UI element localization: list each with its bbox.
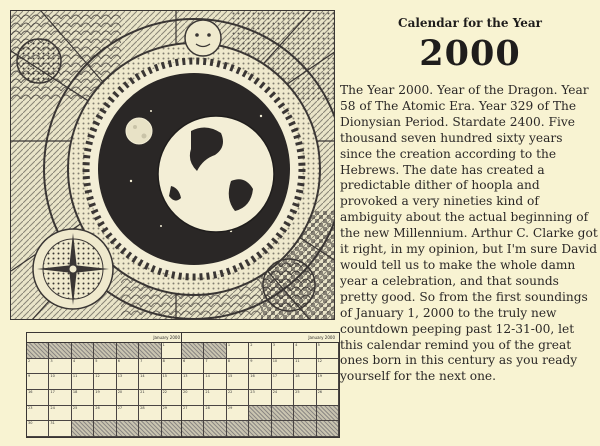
calendar-day-number: 20 xyxy=(117,390,123,394)
calendar-day-number: 20 xyxy=(183,390,188,394)
calendar-day-cell xyxy=(317,343,339,359)
calendar-day-cell xyxy=(249,343,271,359)
calendar-day-cell xyxy=(72,390,94,406)
calendar-day-number: 3 xyxy=(272,343,275,347)
spiral-flower-icon xyxy=(263,259,315,311)
calendar-day-number: 29 xyxy=(227,405,233,410)
calendar-day-number: 12 xyxy=(317,358,323,363)
calendar-day-number: 23 xyxy=(250,390,255,394)
calendar-day-number: 21 xyxy=(140,390,145,394)
calendar-day-number: 28 xyxy=(140,405,145,410)
calendar-day-cell xyxy=(182,421,204,437)
calendar-day-cell xyxy=(204,421,226,437)
calendar-day-number: 18 xyxy=(295,374,300,379)
calendar-day-cell xyxy=(249,359,271,375)
calendar-day-cell xyxy=(294,374,316,390)
sun-face-icon xyxy=(185,20,221,56)
calendar-day-number: 19 xyxy=(95,390,100,394)
calendar-day-cell xyxy=(182,343,204,359)
calendar-day-cell xyxy=(249,374,271,390)
calendar-day-cell xyxy=(317,421,339,437)
calendar-day-cell xyxy=(27,359,49,375)
calendar-day-number: 22 xyxy=(162,390,168,394)
calendar-day-cell xyxy=(139,406,161,422)
calendar-day-cell xyxy=(49,374,71,390)
calendar-month-right xyxy=(181,332,340,438)
calendar-day-cell xyxy=(204,406,226,422)
calendar-day-number: 14 xyxy=(205,374,210,379)
calendar-day-number: 21 xyxy=(205,390,210,394)
calendar-day-number: 18 xyxy=(72,390,78,394)
calendar-day-cell xyxy=(117,359,139,375)
calendar-day-cell xyxy=(227,406,249,422)
calendar-day-cell xyxy=(272,359,294,375)
calendar-day-cell xyxy=(294,359,316,375)
illustration-panel xyxy=(10,10,335,320)
calendar-day-number: 17 xyxy=(272,374,278,379)
calendar-day-number: 14 xyxy=(140,374,145,379)
calendar-day-cell xyxy=(249,406,271,422)
calendar-day-number: 25 xyxy=(72,405,78,410)
calendar-day-cell xyxy=(139,421,161,437)
calendar-header xyxy=(27,333,184,343)
calendar-day-number: 15 xyxy=(227,374,233,379)
calendar-day-number: 25 xyxy=(295,390,300,394)
calendar-day-cell xyxy=(139,390,161,406)
calendar-day-number: 2 xyxy=(28,358,31,363)
calendar-day-number: 26 xyxy=(317,390,323,394)
calendar-day-cell xyxy=(94,421,116,437)
calendar-day-number: 16 xyxy=(28,390,33,394)
calendar-day-cell xyxy=(117,406,139,422)
calendar-month-left xyxy=(26,332,188,438)
calendar-day-cell xyxy=(27,421,49,437)
calendar-day-cell xyxy=(204,359,226,375)
calendar-day-number: 22 xyxy=(227,390,233,394)
calendar-day-number: 6 xyxy=(117,358,120,363)
calendar-day-cell xyxy=(72,421,94,437)
calendar-day-number: 30 xyxy=(28,421,33,426)
calendar-day-cell xyxy=(204,390,226,406)
calendar-day-cell xyxy=(72,343,94,359)
calendar-day-number: 27 xyxy=(117,405,123,410)
calendar-day-number: 4 xyxy=(295,343,298,347)
calendar-grid xyxy=(27,343,184,437)
calendar-day-number: 1 xyxy=(162,343,165,347)
calendar-day-number: 7 xyxy=(205,358,208,363)
calendar-day-number: 8 xyxy=(162,358,165,363)
calendar-day-number: 3 xyxy=(50,358,53,363)
calendar-day-number: 19 xyxy=(317,374,323,379)
calendar-day-cell xyxy=(94,390,116,406)
calendar-day-number: 10 xyxy=(272,358,278,363)
calendar-day-cell xyxy=(49,421,71,437)
calendar-day-cell xyxy=(139,343,161,359)
calendar-day-cell xyxy=(72,406,94,422)
calendar-day-cell xyxy=(117,421,139,437)
calendar-day-number: 13 xyxy=(183,374,188,379)
calendar-day-number: 24 xyxy=(50,405,55,410)
calendar-day-cell xyxy=(204,343,226,359)
calendar-day-cell xyxy=(94,406,116,422)
calendar-day-number: 2 xyxy=(250,343,253,347)
calendar-day-cell xyxy=(94,343,116,359)
calendar-day-number: 27 xyxy=(183,405,188,410)
calendar-day-cell xyxy=(294,390,316,406)
calendar-day-cell xyxy=(117,374,139,390)
calendar-day-number: 11 xyxy=(295,358,300,363)
calendar-day-cell xyxy=(27,406,49,422)
calendar-day-cell xyxy=(117,343,139,359)
calendar-day-cell xyxy=(317,406,339,422)
calendar-day-cell xyxy=(182,374,204,390)
calendar-day-number: 9 xyxy=(28,374,31,379)
calendar-day-number: 11 xyxy=(72,374,78,379)
calendar-day-cell xyxy=(249,390,271,406)
calendar-grid xyxy=(182,343,339,437)
calendar-day-cell xyxy=(272,421,294,437)
calendar-day-cell xyxy=(49,406,71,422)
calendar-day-number: 23 xyxy=(28,405,33,410)
calendar-day-number: 15 xyxy=(162,374,168,379)
calendar-day-cell xyxy=(272,374,294,390)
calendar-day-number: 16 xyxy=(250,374,255,379)
calendar-day-cell xyxy=(49,343,71,359)
year-heading: 2000 xyxy=(419,33,521,74)
calendar-day-number: 9 xyxy=(250,358,253,363)
calendar-day-cell xyxy=(317,374,339,390)
calendar-day-cell xyxy=(227,421,249,437)
calendar-header xyxy=(182,333,339,343)
calendar-day-number: 31 xyxy=(50,421,55,426)
calendar-day-cell xyxy=(272,343,294,359)
calendar-day-number: 5 xyxy=(95,358,98,363)
calendar-day-number: 29 xyxy=(162,405,168,410)
calendar-day-cell xyxy=(294,406,316,422)
calendar-day-cell xyxy=(72,359,94,375)
calendar-day-cell xyxy=(294,343,316,359)
calendar-day-cell xyxy=(117,390,139,406)
calendar-day-cell xyxy=(27,390,49,406)
calendar-day-cell xyxy=(227,374,249,390)
calendar-day-number: 6 xyxy=(183,358,186,363)
calendar-day-cell xyxy=(227,359,249,375)
calendar-day-number: 28 xyxy=(205,405,210,410)
calendar-day-number: 4 xyxy=(72,358,76,363)
calendar-day-number: 24 xyxy=(272,390,278,394)
calendar-day-cell xyxy=(139,359,161,375)
calendar-day-cell xyxy=(139,374,161,390)
calendar-month-label: January 2000 xyxy=(308,335,335,340)
calendar-day-cell xyxy=(204,374,226,390)
calendar-day-cell xyxy=(272,390,294,406)
calendar-day-number: 8 xyxy=(227,358,231,363)
calendar-day-number: 1 xyxy=(227,343,231,347)
calendar-day-cell xyxy=(94,359,116,375)
calendar-day-number: 7 xyxy=(140,358,143,363)
calendar-title: Calendar for the Year xyxy=(398,16,542,30)
calendar-day-cell xyxy=(249,421,271,437)
calendar-day-cell xyxy=(294,421,316,437)
moon-icon xyxy=(126,118,152,144)
calendar-day-cell xyxy=(27,343,49,359)
calendar-month-label: January 2000 xyxy=(153,335,180,340)
zentangle-illustration xyxy=(11,11,335,320)
calendar-day-cell xyxy=(49,390,71,406)
calendar-day-cell xyxy=(182,359,204,375)
calendar-day-cell xyxy=(182,390,204,406)
calendar-day-number: 13 xyxy=(117,374,123,379)
calendar-day-cell xyxy=(94,374,116,390)
calendar-day-cell xyxy=(272,406,294,422)
intro-paragraph: The Year 2000. Year of the Dragon. Year 58 of The Atomic Era. Year 329 of The Dionysian Period. Stardate 2400. Five thousand seven hundred sixty years since the creation according to the Hebrews. The date has created a predictable dither of hoopla and provoked a very nineties kind of ambiguity about the actual beginning of the new Millennium. Arthur C. Clarke got it right, in my opinion, but I'm sure David would tell us to make the whole damn year a celebration, and that sounds pretty good. So from the first soundings of January 1, 2000 to the truly new countdown peeping past 12-31-00, let this calendar remind you of the great ones born in this century as you ready yourself for the next one. xyxy=(340,83,598,384)
calendar-day-number: 12 xyxy=(95,374,100,379)
calendar-day-cell xyxy=(72,374,94,390)
calendar-day-cell xyxy=(227,343,249,359)
calendar-day-number: 5 xyxy=(317,343,320,347)
calendar-day-number: 26 xyxy=(95,405,100,410)
calendar-day-cell xyxy=(27,374,49,390)
calendar-day-number: 17 xyxy=(50,390,55,394)
calendar-day-cell xyxy=(182,406,204,422)
calendar-day-cell xyxy=(49,359,71,375)
calendar-day-number: 10 xyxy=(50,374,55,379)
calendar-day-cell xyxy=(317,359,339,375)
calendar-day-cell xyxy=(317,390,339,406)
calendar-day-cell xyxy=(227,390,249,406)
spiral-circle-icon xyxy=(17,39,61,83)
